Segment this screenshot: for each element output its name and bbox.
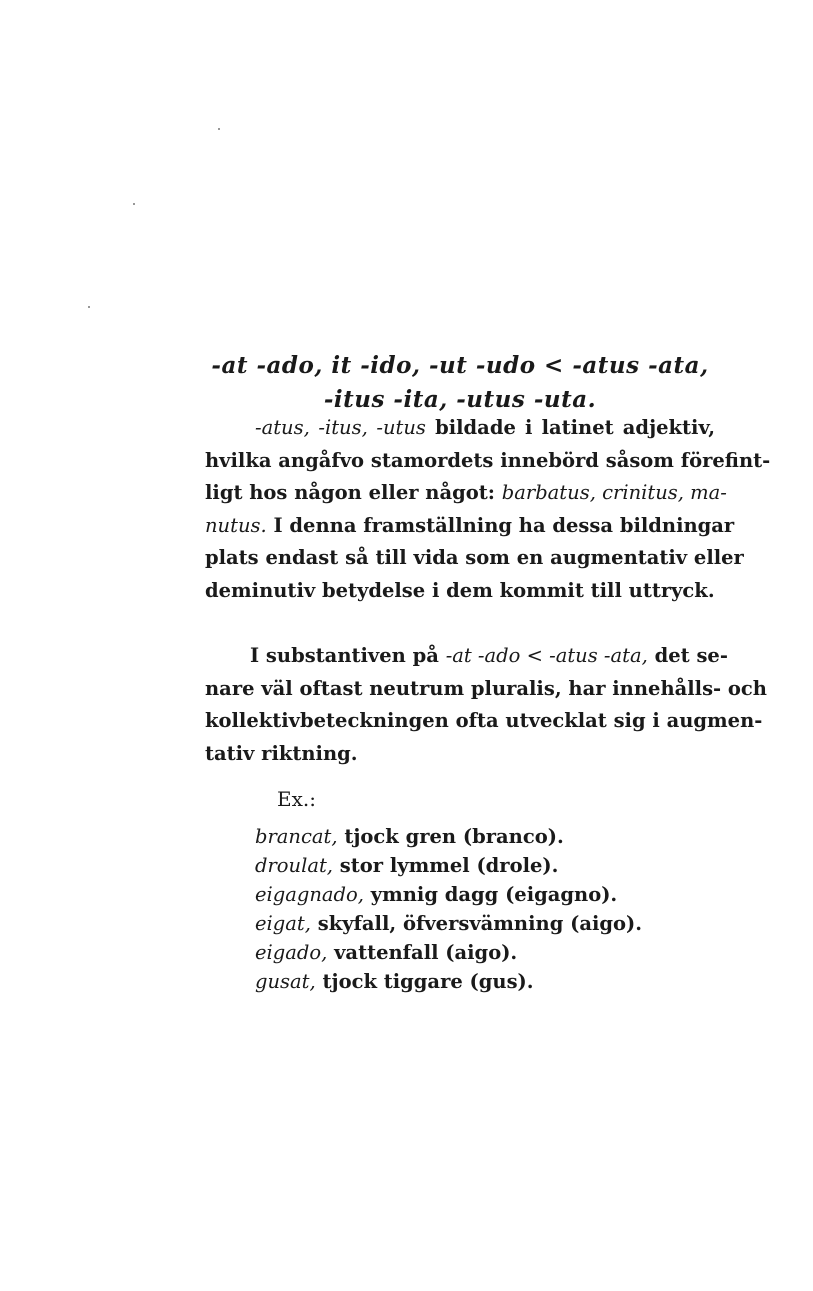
text-run: tativ riktning.: [205, 741, 358, 765]
example-gloss: stor lymmel (drole).: [333, 854, 559, 877]
text-run: hvilka angåfvo stamordets innebörd såsom förefint-: [205, 448, 771, 472]
example-gloss: tjock tiggare (gus).: [315, 970, 534, 993]
text-line: [205, 705, 763, 738]
text-run: plats endast så till vida som en augmentativ eller: [205, 546, 744, 569]
example-word: brancat,: [255, 825, 338, 848]
paper-speck: [218, 128, 220, 130]
text-run: bildade i latinet adjektiv,: [425, 416, 715, 439]
text-run: nare väl oftast neutrum pluralis, har innehålls- och: [205, 676, 767, 700]
example-item: [255, 967, 642, 996]
example-word: droulat,: [255, 854, 333, 877]
italic-term: nutus.: [205, 513, 267, 537]
example-gloss: tjock gren (branco).: [337, 825, 564, 848]
example-gloss: ymnig dagg (eigagno).: [363, 883, 618, 906]
text-run: I denna framställning ha dessa bildningar: [266, 513, 735, 537]
italic-term: -at -ado < -atus -ata,: [445, 644, 648, 667]
example-item: [255, 822, 642, 851]
text-run: kollektivbeteckningen ofta utvecklat sig i augmen-: [205, 709, 763, 732]
example-word: eigat,: [255, 912, 311, 935]
section-heading-line-1: -at -ado, it -ido, -ut -udo < -atus -ata,: [211, 352, 709, 379]
text-line: [205, 477, 727, 510]
text-line: [205, 738, 715, 771]
text-run: det se-: [647, 644, 728, 667]
example-item: [255, 880, 642, 909]
paragraph-1: [205, 412, 771, 607]
text-run: ligt hos någon eller något:: [205, 481, 502, 504]
text-line: [205, 510, 735, 543]
italic-term: -atus, -itus, -utus: [255, 416, 426, 439]
example-item: [255, 851, 642, 880]
example-gloss: vattenfall (aigo).: [327, 941, 518, 964]
text-line: [205, 412, 715, 445]
text-line: [205, 575, 715, 608]
examples-list: [255, 822, 642, 996]
example-item: [255, 938, 642, 967]
text-line: [205, 445, 771, 478]
paper-speck: [133, 203, 135, 205]
example-word: eigado,: [255, 941, 328, 964]
text-line: [205, 673, 767, 706]
paragraph-2: [205, 640, 767, 770]
examples-label: Ex.:: [277, 787, 316, 811]
text-run: I substantiven på: [250, 644, 446, 667]
example-word: gusat,: [255, 970, 316, 993]
example-word: eigagnado,: [255, 883, 364, 906]
text-line: [205, 640, 728, 673]
paper-speck: [88, 306, 90, 308]
example-item: [255, 909, 642, 938]
example-gloss: skyfall, öfversvämning (aigo).: [310, 912, 643, 935]
text-run: deminutiv betydelse i dem kommit till uttryck.: [205, 578, 715, 602]
text-line: [205, 542, 744, 575]
section-heading-line-2: -itus -ita, -utus -uta.: [323, 386, 597, 413]
italic-term: barbatus, crinitus, ma-: [501, 481, 727, 504]
